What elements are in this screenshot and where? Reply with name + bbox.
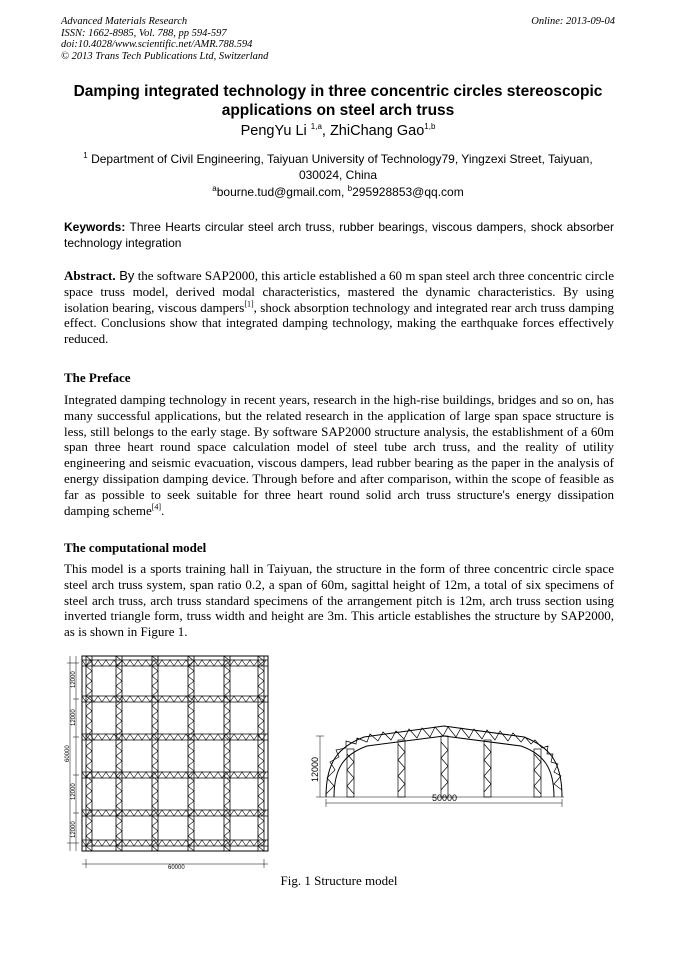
preface-paragraph — [64, 392, 614, 518]
structure-figure — [64, 654, 624, 877]
author-separator: , — [321, 123, 330, 139]
keywords-label: Keywords: — [64, 220, 126, 234]
keywords-text: Three Hearts circular steel arch truss, rubber bearings, viscous dampers, shock absorber technology integration — [64, 220, 614, 250]
paper-title: Damping integrated technology in three concentric circles stereoscopic applications on steel arch truss — [73, 83, 603, 119]
model-paragraph: This model is a sports training hall in Taiyuan, the structure in the form of three concentric circle space steel arch truss system, span ratio 0.2, a span of 60m, sagittal height of 12m, a total of six specimens of steel arch truss, arch truss standard specimens of the arrangement pitch is 12m, arch truss section using inverted triangle form, truss width and height are 3m. This article establishes the structure by SAP2000, as is shown in Figure 1. — [64, 561, 614, 640]
email-b[interactable]: 295928853@qq.com — [352, 185, 464, 199]
email-a-sup: a — [212, 184, 217, 193]
email-b-sup: b — [347, 184, 353, 193]
abstract-text-1: the software SAP2000, this article established a 60 m span steel arch three concentric circle space truss model, derived modal characteristics, mastered the dynamic characteristics. By using isolation bearing, viscous dampers — [64, 268, 614, 315]
issn-line: ISSN: 1662-8985, Vol. 788, pp 594-597 — [61, 27, 227, 39]
elevation-span-label: 50000 — [432, 793, 458, 803]
abstract-by: By — [115, 268, 135, 283]
plan-dim-3: 12000 — [71, 783, 77, 800]
abstract-ref[interactable]: [1] — [244, 299, 254, 309]
keywords — [64, 220, 614, 251]
affiliation-text: Department of Civil Engineering, Taiyuan University of Technology79, Yingzexi Street, Taiyuan, 030024, China — [91, 152, 593, 182]
abstract-label: Abstract. — [64, 268, 116, 283]
doi-line: doi:10.4028/www.scientific.net/AMR.788.594 — [61, 39, 253, 50]
elevation-height-label: 12000 — [310, 756, 320, 782]
abstract-text-2: , shock absorption technology and integrated rear arch truss damping effect. Conclusions show that integrated damping technology, making the earthquake forces effectively reduced. — [64, 299, 614, 347]
plan-dim-1: 12000 — [71, 671, 77, 688]
model-heading: The computational model — [64, 540, 207, 555]
preface-heading: The Preface — [64, 370, 131, 385]
affiliation-sup: 1 — [83, 151, 88, 160]
affiliation — [61, 151, 615, 183]
plan-dim-bottom: 60000 — [168, 865, 185, 871]
preface-text-2: . — [161, 502, 165, 518]
plan-dim-total: 60000 — [65, 745, 71, 762]
author-2-sup: 1,b — [424, 122, 436, 132]
author-2: ZhiChang Gao — [329, 123, 425, 139]
author-list — [61, 123, 615, 139]
journal-header — [61, 16, 268, 62]
author-1-sup: 1,a — [310, 122, 322, 132]
plan-view — [67, 656, 268, 868]
email-line — [61, 185, 615, 199]
plan-dim-2: 12000 — [71, 709, 77, 726]
structure-model-drawing — [64, 654, 624, 872]
author-1: PengYu Li — [240, 123, 307, 139]
figure-caption: Fig. 1 Structure model — [280, 873, 398, 888]
preface-text-1: Integrated damping technology in recent years, research in the high-rise buildings, bridges and so on, has many successful applications, but the related research in the application of large span space structure is less, still belongs to the early stage. By software SAP2000 structure analysis, the establishment of a 60m span three heart round space calculation model of steel tube arch truss, and the reality of utility engineering and seismic evacuation, viscous dampers, lead rubber bearing as the paper in the analysis of energy dissipation damping device. Through before and after comparison, within the scope of feasible as far as possible to seek suitable for three heart round solid arch truss structure's energy dissipation damping scheme — [64, 392, 614, 518]
plan-dim-5: 12000 — [71, 821, 77, 838]
preface-ref[interactable]: [4] — [151, 502, 162, 512]
online-date: Online: 2013-09-04 — [531, 16, 615, 27]
copyright-line: © 2013 Trans Tech Publications Ltd, Switzerland — [61, 50, 269, 62]
journal-name: Advanced Materials Research — [61, 16, 188, 27]
email-a[interactable]: bourne.tud@gmail.com, — [216, 185, 348, 199]
abstract — [64, 268, 614, 347]
